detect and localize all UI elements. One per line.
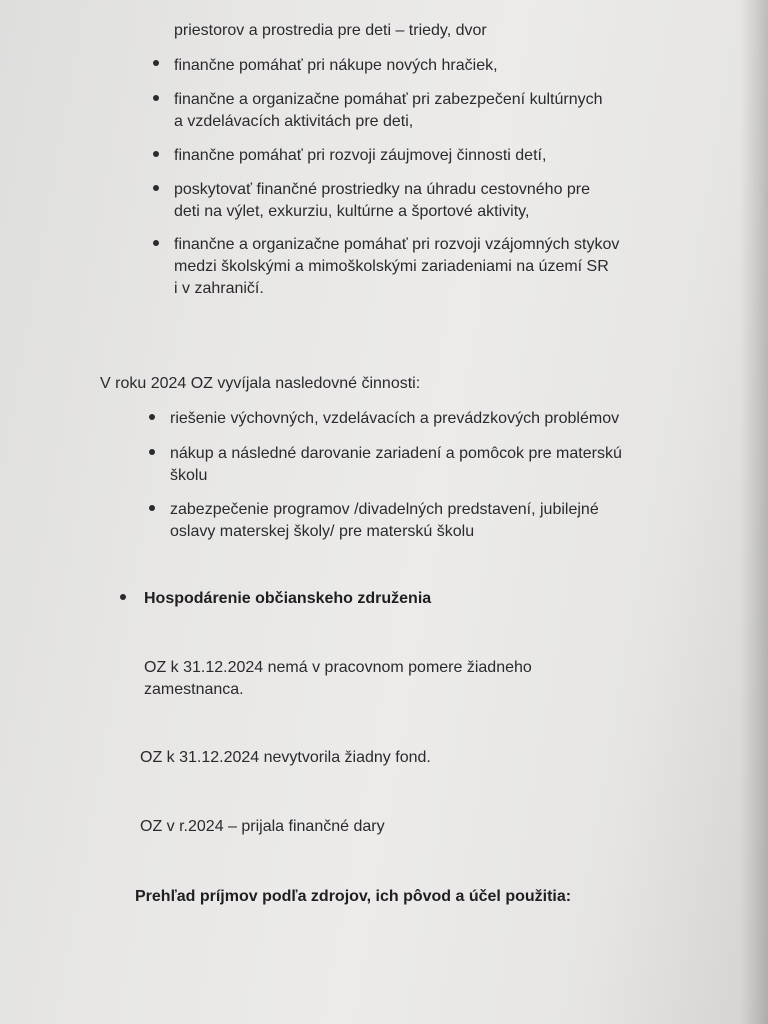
bullet-icon (149, 414, 155, 420)
page-edge-shadow (740, 0, 768, 1024)
bullet-icon (149, 505, 155, 511)
bullet-icon (153, 185, 159, 191)
list-item-5-line-3: i v zahraničí. (174, 280, 264, 297)
bullet-icon (153, 240, 159, 246)
list-item-5-line-2: medzi školskými a mimoškolskými zariadeniami na území SR (174, 258, 609, 275)
activity-item-3-line-1: zabezpečenie programov /divadelných predstavení, jubilejné (170, 501, 599, 518)
employees-line-2: zamestnanca. (144, 681, 244, 698)
activity-item-3-line-2: oslavy materskej školy/ pre materskú školu (170, 523, 475, 540)
list-item-4-line-2: deti na výlet, exkurziu, kultúrne a športové aktivity, (174, 203, 530, 220)
list-continuation: priestorov a prostredia pre deti – triedy, dvor (174, 22, 487, 39)
section-heading: Hospodárenie občianskeho združenia (144, 590, 432, 607)
bullet-icon (153, 60, 159, 66)
activity-item-1-line-1: riešenie výchovných, vzdelávacích a prevádzkových problémov (170, 410, 620, 427)
activity-item-2-line-2: školu (170, 467, 208, 484)
bullet-icon (153, 151, 159, 157)
activity-item-2-line-1: nákup a následné darovanie zariadení a pomôcok pre materskú (170, 445, 622, 462)
list-item-2-line-2: a vzdelávacích aktivitách pre deti, (174, 113, 414, 130)
list-item-4-line-1: poskytovať finančné prostriedky na úhradu cestovného pre (174, 181, 591, 198)
bullet-icon (153, 95, 159, 101)
list-item-1-line-1: finančne pomáhať pri nákupe nových hračiek, (174, 57, 498, 74)
gifts-statement: OZ v r.2024 – prijala finančné dary (140, 818, 385, 835)
list-item-3-line-1: finančne pomáhať pri rozvoji záujmovej činnosti detí, (174, 147, 547, 164)
bullet-icon (149, 449, 155, 455)
bullet-icon (120, 594, 126, 600)
fund-statement: OZ k 31.12.2024 nevytvorila žiadny fond. (140, 749, 431, 766)
list-item-2-line-1: finančne a organizačne pomáhať pri zabezpečení kultúrnych (174, 91, 603, 108)
income-heading: Prehľad príjmov podľa zdrojov, ich pôvod a účel použitia: (135, 888, 572, 905)
list-item-5-line-1: finančne a organizačne pomáhať pri rozvoji vzájomných stykov (174, 236, 620, 253)
activities-intro: V roku 2024 OZ vyvíjala nasledovné činnosti: (100, 375, 421, 392)
employees-line-1: OZ k 31.12.2024 nemá v pracovnom pomere žiadneho (144, 659, 532, 676)
